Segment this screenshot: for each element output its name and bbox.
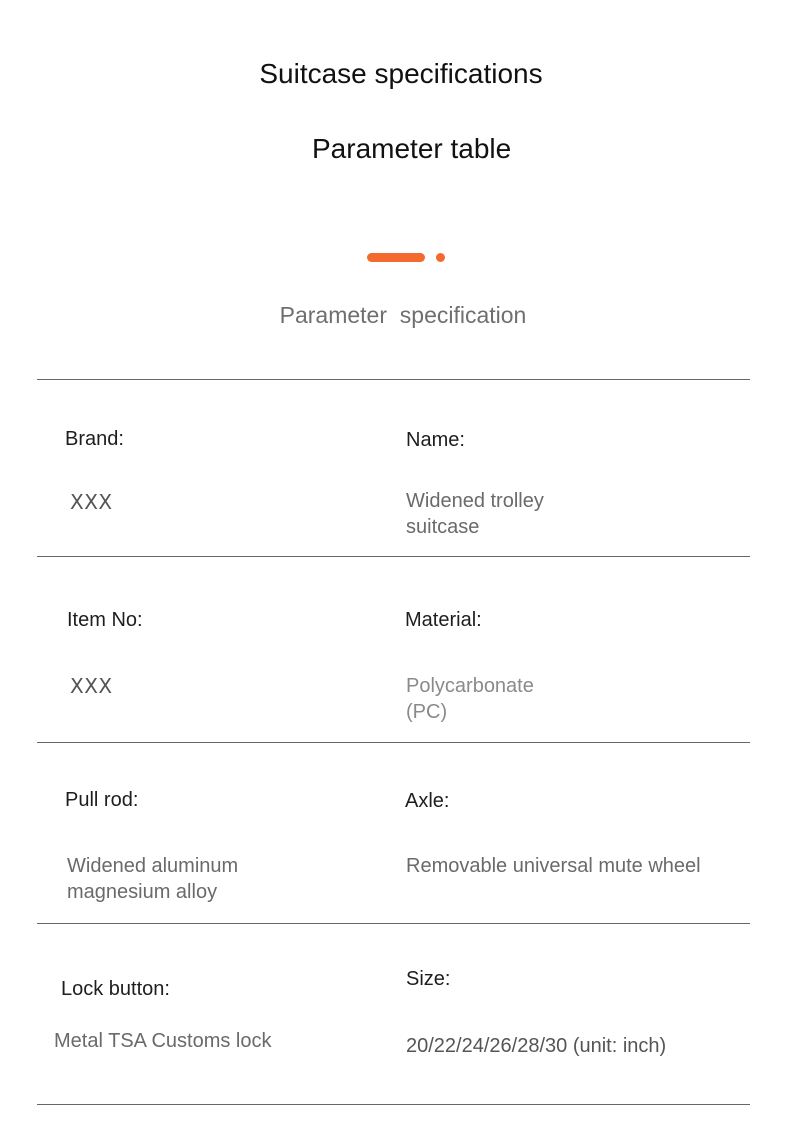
spec-label-axle: Axle:: [405, 790, 450, 812]
spec-label-size: Size:: [406, 968, 451, 990]
spec-label-item-no: Item No:: [67, 609, 143, 631]
accent-dot: [436, 253, 445, 262]
spec-value-pull-rod: Widened aluminum magnesium alloy: [67, 855, 239, 903]
spec-value-item-no: XXX: [70, 674, 113, 698]
spec-label-brand: Brand:: [65, 428, 124, 450]
divider-bottom: [37, 1104, 750, 1105]
page-subtitle: Parameter table: [312, 133, 512, 164]
spec-value-axle: Removable universal mute wheel: [406, 855, 701, 877]
spec-value-name: Widened trolley suitcase: [406, 490, 544, 538]
page-title: Suitcase specifications: [259, 58, 543, 89]
spec-value-lock-button: Metal TSA Customs lock: [54, 1030, 272, 1052]
divider-row-2: [37, 742, 750, 743]
divider-row-1: [37, 556, 750, 557]
spec-label-lock-button: Lock button:: [61, 978, 170, 1000]
spec-label-material: Material:: [405, 609, 482, 631]
divider-top: [37, 379, 750, 380]
spec-label-pull-rod: Pull rod:: [65, 789, 139, 811]
spec-value-size: 20/22/24/26/28/30 (unit: inch): [406, 1035, 667, 1057]
divider-row-3: [37, 923, 750, 924]
spec-value-brand: XXX: [70, 490, 113, 514]
section-heading: Parameter specification: [279, 302, 527, 328]
accent-bar: [367, 253, 425, 262]
spec-value-material: Polycarbonate (PC): [406, 675, 534, 723]
spec-label-name: Name:: [406, 429, 465, 451]
